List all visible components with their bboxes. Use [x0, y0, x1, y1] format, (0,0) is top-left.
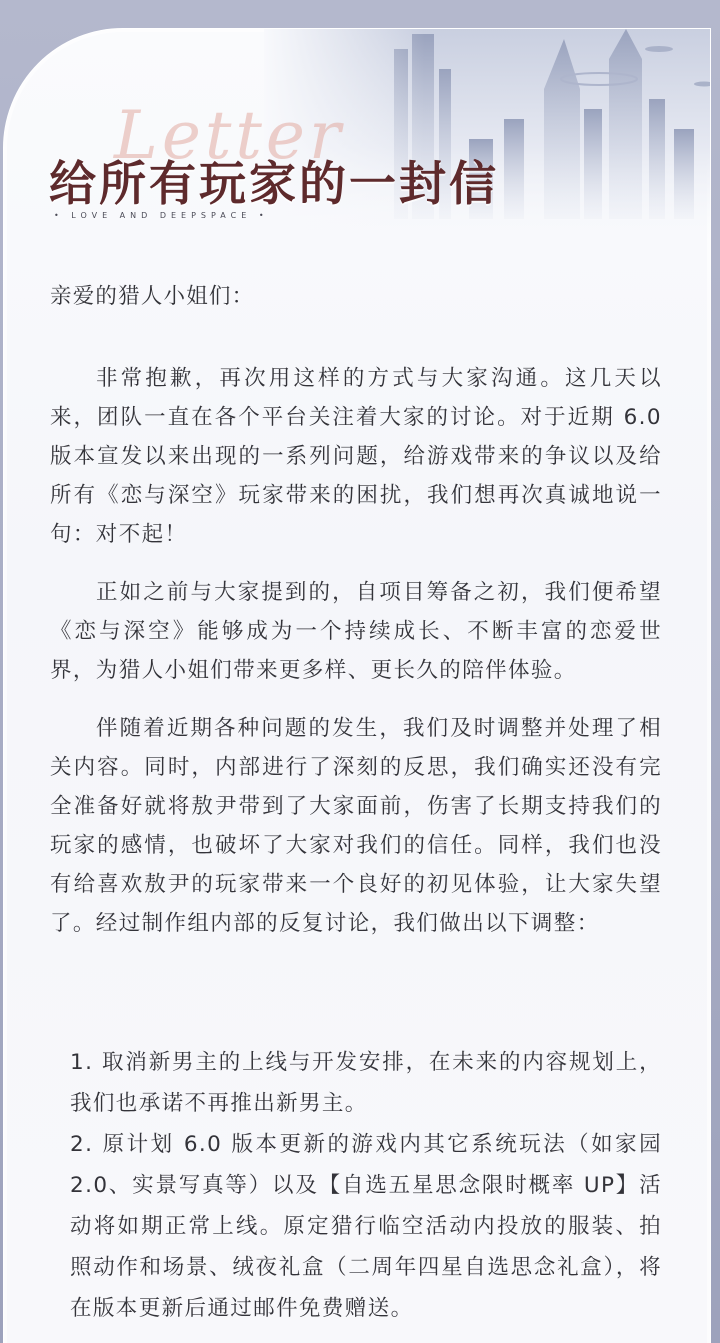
- letter-script-decoration: Letter: [114, 97, 345, 174]
- adjustment-list: [70, 1042, 662, 1329]
- letter-card: [3, 28, 711, 1343]
- paragraph-apology: 非常抱歉，再次用这样的方式与大家沟通。这几天以来，团队一直在各个平台关注着大家的讨论。对于近期 6.0 版本宣发以来出现的一系列问题，给游戏带来的争议以及给所有《恋与深空》玩家带来的困扰，我们想再次真诚地说一句：对不起！: [50, 366, 662, 547]
- list-item: 1. 取消新男主的上线与开发安排，在未来的内容规划上，我们也承诺不再推出新男主。: [70, 1050, 662, 1116]
- page-title: 给所有玩家的一封信: [49, 157, 499, 212]
- paragraph-vision: 正如之前与大家提到的，自项目筹备之初，我们便希望《恋与深空》能够成为一个持续成长、不断丰富的恋爱世界，为猎人小姐们带来更多样、更长久的陪伴体验。: [50, 580, 662, 683]
- paragraph-reflection: 伴随着近期各种问题的发生，我们及时调整并处理了相关内容。同时，内部进行了深刻的反思，我们确实还没有完全准备好就将敖尹带到了大家面前，伤害了长期支持我们的玩家的感情，也破坏了大家对我们的信任。同样，我们也没有给喜欢敖尹的玩家带来一个良好的初见体验，让大家失望了。经过制作组内部的反复讨论，我们做出以下调整：: [50, 716, 662, 936]
- list-item: 2. 原计划 6.0 版本更新的游戏内其它系统玩法（如家园 2.0、实景写真等）以及【自选五星思念限时概率 UP】活动将如期正常上线。原定猎行临空活动内投放的服装、拍照动作和场景、绒夜礼盒（二周年四星自选思念礼盒），将在版本更新后通过邮件免费赠送。: [70, 1132, 662, 1321]
- subtitle-tagline: [54, 211, 269, 220]
- subtitle-dot-left: •: [54, 211, 64, 220]
- subtitle-dot-right: •: [258, 211, 269, 220]
- subtitle-text: LOVE AND DEEPSPACE: [71, 211, 252, 220]
- greeting: 亲爱的猎人小姐们：: [50, 284, 255, 309]
